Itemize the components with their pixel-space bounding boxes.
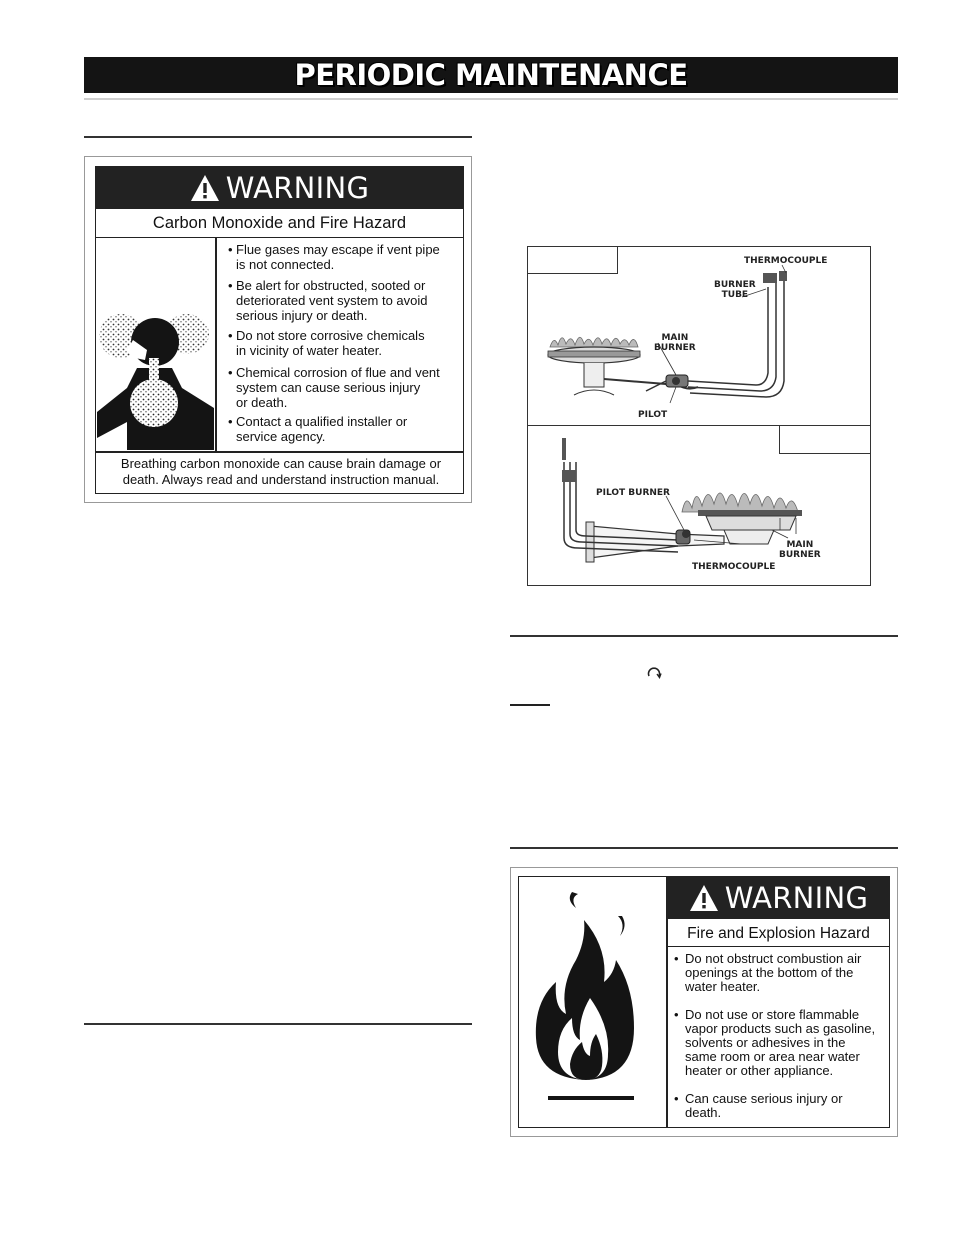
section-rule	[510, 635, 898, 637]
main-burner-assembly-drawing	[528, 247, 870, 424]
label-divider	[215, 237, 217, 451]
fire-bullet: • Do not use or store flammable vapor products such as gasoline, solvents or adhesives in the same room or area near water heater or other appliance.	[674, 1007, 876, 1078]
section-rule	[510, 847, 898, 849]
diagram-label-pilot: PILOT	[638, 410, 668, 420]
co-bullet: • Flue gases may escape if vent pipe is not connected.	[228, 242, 440, 272]
diagram-label-pilot-burner: PILOT BURNER	[596, 488, 670, 498]
signal-word: WARNING	[225, 171, 370, 205]
hazard-title: Fire and Explosion Hazard	[668, 921, 889, 947]
diagram-label-thermocouple: THERMOCOUPLE	[744, 256, 828, 266]
label-divider	[96, 451, 463, 453]
diagram-label-main-burner: MAIN BURNER	[779, 540, 821, 560]
fire-bullet: • Do not obstruct combustion air openings at the bottom of the water heater.	[674, 951, 862, 994]
co-bullet: • Contact a qualified installer or service agency.	[228, 414, 408, 444]
flame-icon	[530, 890, 642, 1106]
diagram-label-main-burner: MAIN BURNER	[654, 333, 696, 353]
diagram-label-thermocouple: THERMOCOUPLE	[692, 562, 776, 572]
rotate-arrow-icon	[645, 665, 663, 683]
co-bullet: • Be alert for obstructed, sooted or deteriorated vent system to avoid serious injury or death.	[228, 278, 428, 323]
section-rule	[84, 136, 472, 138]
fire-warning-header	[668, 877, 889, 919]
section-rule	[84, 1023, 472, 1025]
co-bullet: • Do not store corrosive chemicals in vicinity of water heater.	[228, 328, 425, 358]
fire-bullet: • Can cause serious injury or death.	[674, 1091, 843, 1120]
signal-word: WARNING	[724, 881, 869, 915]
co-warning-header	[96, 167, 463, 209]
diagram-label-burner-tube: BURNER TUBE	[714, 280, 756, 300]
co-bullet: • Chemical corrosion of flue and vent system can cause serious injury or death.	[228, 365, 440, 410]
hazard-title: Carbon Monoxide and Fire Hazard	[96, 210, 463, 238]
header-rule	[84, 98, 898, 100]
section-header-bar	[84, 57, 898, 93]
carbon-monoxide-person-icon	[97, 238, 214, 450]
note-underline	[510, 704, 550, 706]
warning-triangle-icon	[190, 174, 220, 202]
page-title: PERIODIC MAINTENANCE	[294, 58, 688, 92]
warning-triangle-icon	[689, 884, 719, 912]
co-warning-footer: Breathing carbon monoxide can cause brain damage or death. Always read and understand instruction manual.	[120, 456, 442, 487]
